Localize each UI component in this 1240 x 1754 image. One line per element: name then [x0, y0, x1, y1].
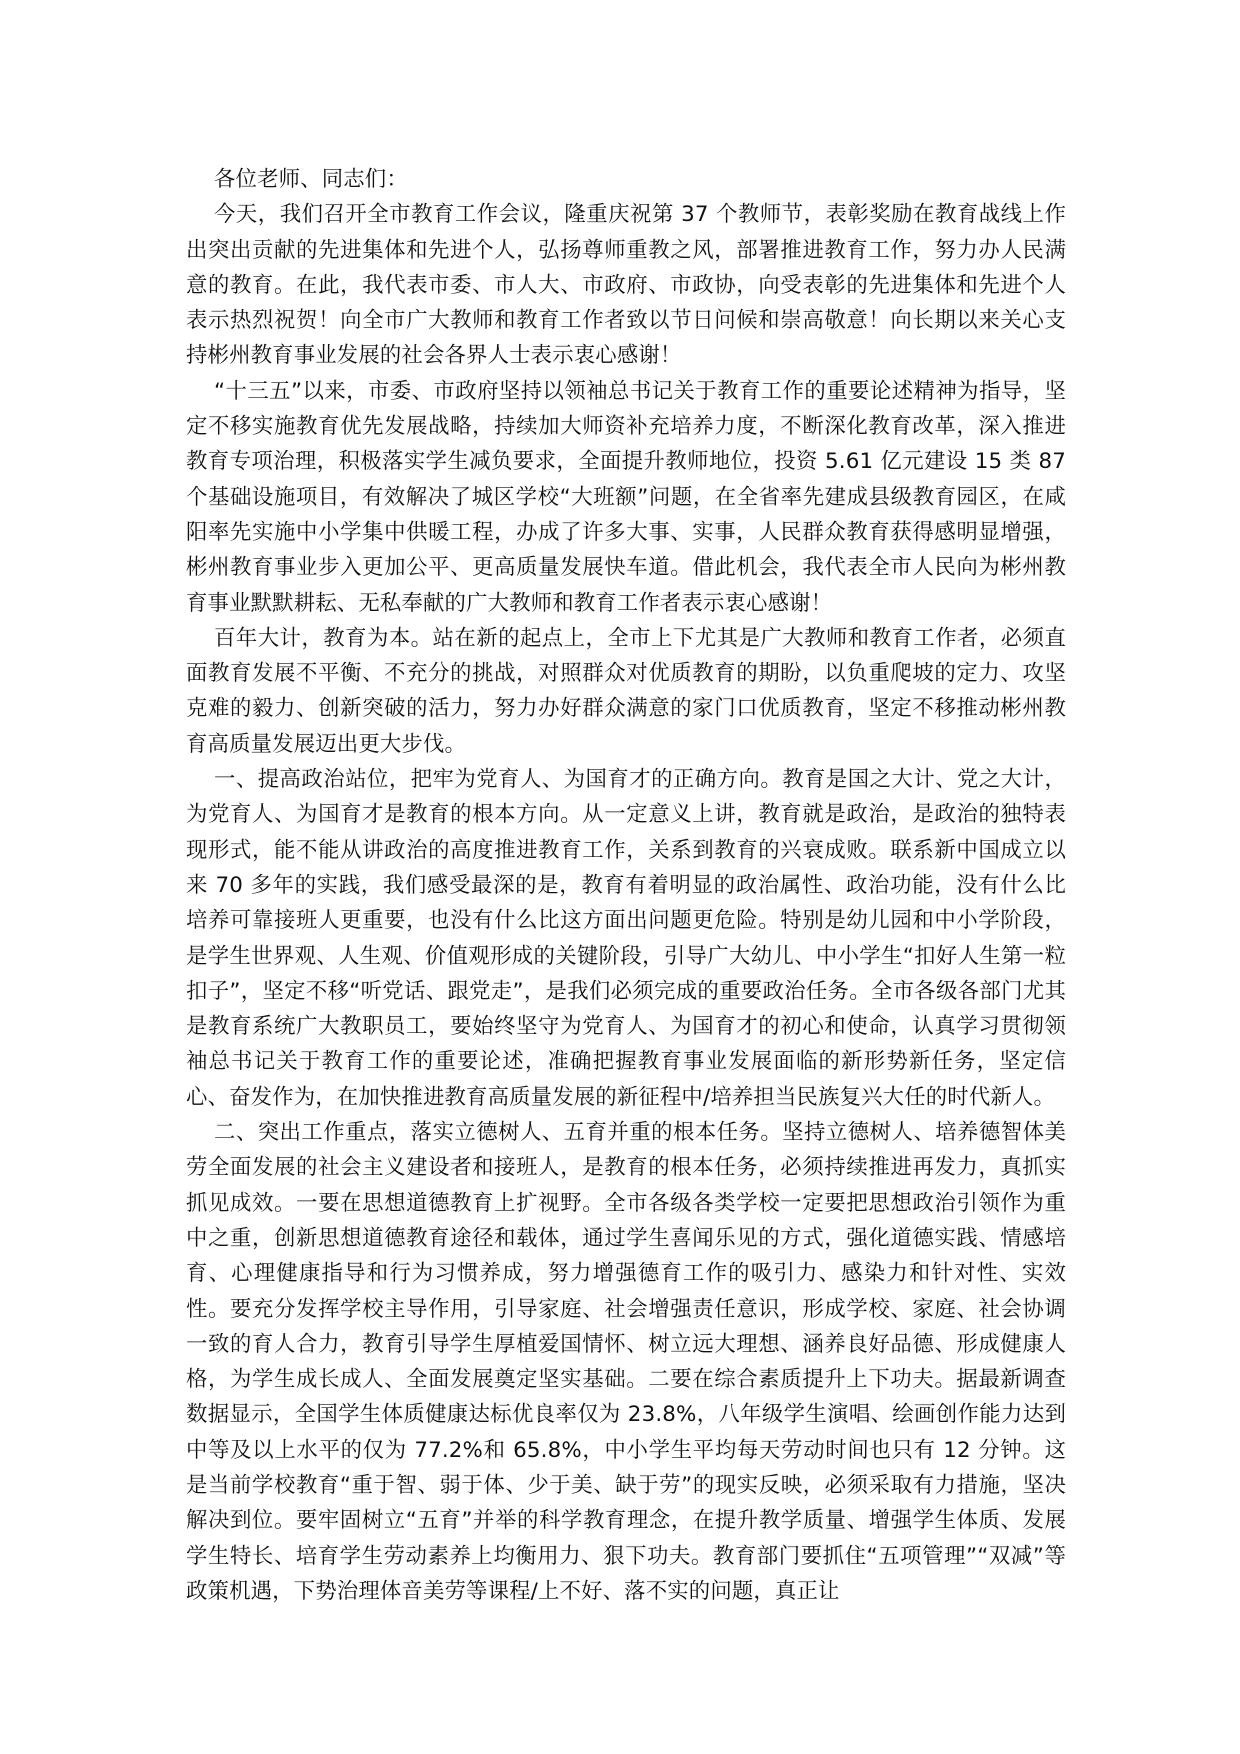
paragraph-achievements: “十三五”以来，市委、市政府坚持以领袖总书记关于教育工作的重要论述精神为指导，坚定不移实施教育优先发展战略，持续加大师资补充培养力度，不断深化教育改革，深入推进教育专项治理，积极落实学生减负要求，全面提升教师地位，投资 5.61 亿元建设 15 类 87 个基础设施项目，有效解决了城区学校“大班额”问题，在全省率先建成县级教育园区，在咸阳率先实施中小学集中供暖工程，办成了许多大事、实事，人民群众教育获得感明显增强，彬州教育事业步入更加公平、更高质量发展快车道。借此机会，我代表全市人民向为彬州教育事业默默耕耘、无私奉献的广大教师和教育工作者表示衷心感谢！ [186, 378, 1066, 616]
paragraph-opening: 今天，我们召开全市教育工作会议，隆重庆祝第 37 个教师节，表彰奖励在教育战线上作出突出贡献的先进集体和先进个人，弘扬尊师重教之风，部署推进教育工作，努力办人民满意的教育。在此，我代表市委、市人大、市政府、市政协，向受表彰的先进集体和先进个人表示热烈祝贺！向全市广大教师和教育工作者致以节日问候和崇高敬意！向长期以来关心支持彬州教育事业发展的社会各界人士表示衷心感谢！ [186, 202, 1066, 369]
document-page [186, 162, 1066, 1609]
paragraph-goals: 百年大计，教育为本。站在新的起点上，全市上下尤其是广大教师和教育工作者，必须直面教育发展不平衡、不充分的挑战，对照群众对优质教育的期盼，以负重爬坡的定力、攻坚克难的毅力、创新突破的活力，努力办好群众满意的家门口优质教育，坚定不移推动彬州教育高质量发展迈出更大步伐。 [186, 625, 1066, 757]
paragraph-section-two: 二、突出工作重点，落实立德树人、五育并重的根本任务。坚持立德树人、培养德智体美劳全面发展的社会主义建设者和接班人，是教育的根本任务，必须持续推进再发力，真抓实抓见成效。一要在思想道德教育上扩视野。全市各级各类学校一定要把思想政治引领作为重中之重，创新思想道德教育途径和载体，通过学生喜闻乐见的方式，强化道德实践、情感培育、心理健康指导和行为习惯养成，努力增强德育工作的吸引力、感染力和针对性、实效性。要充分发挥学校主导作用，引导家庭、社会增强责任意识，形成学校、家庭、社会协调一致的育人合力，教育引导学生厚植爱国情怀、树立远大理想、涵养良好品德、形成健康人格，为学生成长成人、全面发展奠定坚实基础。二要在综合素质提升上下功夫。据最新调查数据显示，全国学生体质健康达标优良率仅为 23.8%，八年级学生演唱、绘画创作能力达到中等及以上水平的仅为 77.2%和 65.8%，中小学生平均每天劳动时间也只有 12 分钟。这是当前学校教育“重于智、弱于体、少于美、缺于劳”的现实反映，必须采取有力措施，坚决解决到位。要牢固树立“五育”并举的科学教育理念，在提升教学质量、增强学生体质、发展学生特长、培育学生劳动素养上均衡用力、狠下功夫。教育部门要抓住“五项管理”“双减”等政策机遇，下势治理体音美劳等课程/上不好、落不实的问题，真正让 [186, 1120, 1066, 1604]
salutation: 各位老师、同志们： [214, 167, 408, 192]
paragraph-section-one: 一、提高政治站位，把牢为党育人、为国育才的正确方向。教育是国之大计、党之大计，为党育人、为国育才是教育的根本方向。从一定意义上讲，教育就是政治，是政治的独特表现形式，能不能从讲政治的高度推进教育工作，关系到教育的兴衰成败。联系新中国成立以来 70 多年的实践，我们感受最深的是，教育有着明显的政治属性、政治功能，没有什么比培养可靠接班人更重要，也没有什么比这方面出问题更危险。特别是幼儿园和中小学阶段，是学生世界观、人生观、价值观形成的关键阶段，引导广大幼儿、中小学生“扣好人生第一粒扣子”，坚定不移“听党话、跟党走”，是我们必须完成的重要政治任务。全市各级各部门尤其是教育系统广大教职员工，要始终坚守为党育人、为国育才的初心和使命，认真学习贯彻领袖总书记关于教育工作的重要论述，准确把握教育事业发展面临的新形势新任务，坚定信心、奋发作为，在加快推进教育高质量发展的新征程中/培养担当民族复兴大任的时代新人。 [186, 767, 1066, 1110]
